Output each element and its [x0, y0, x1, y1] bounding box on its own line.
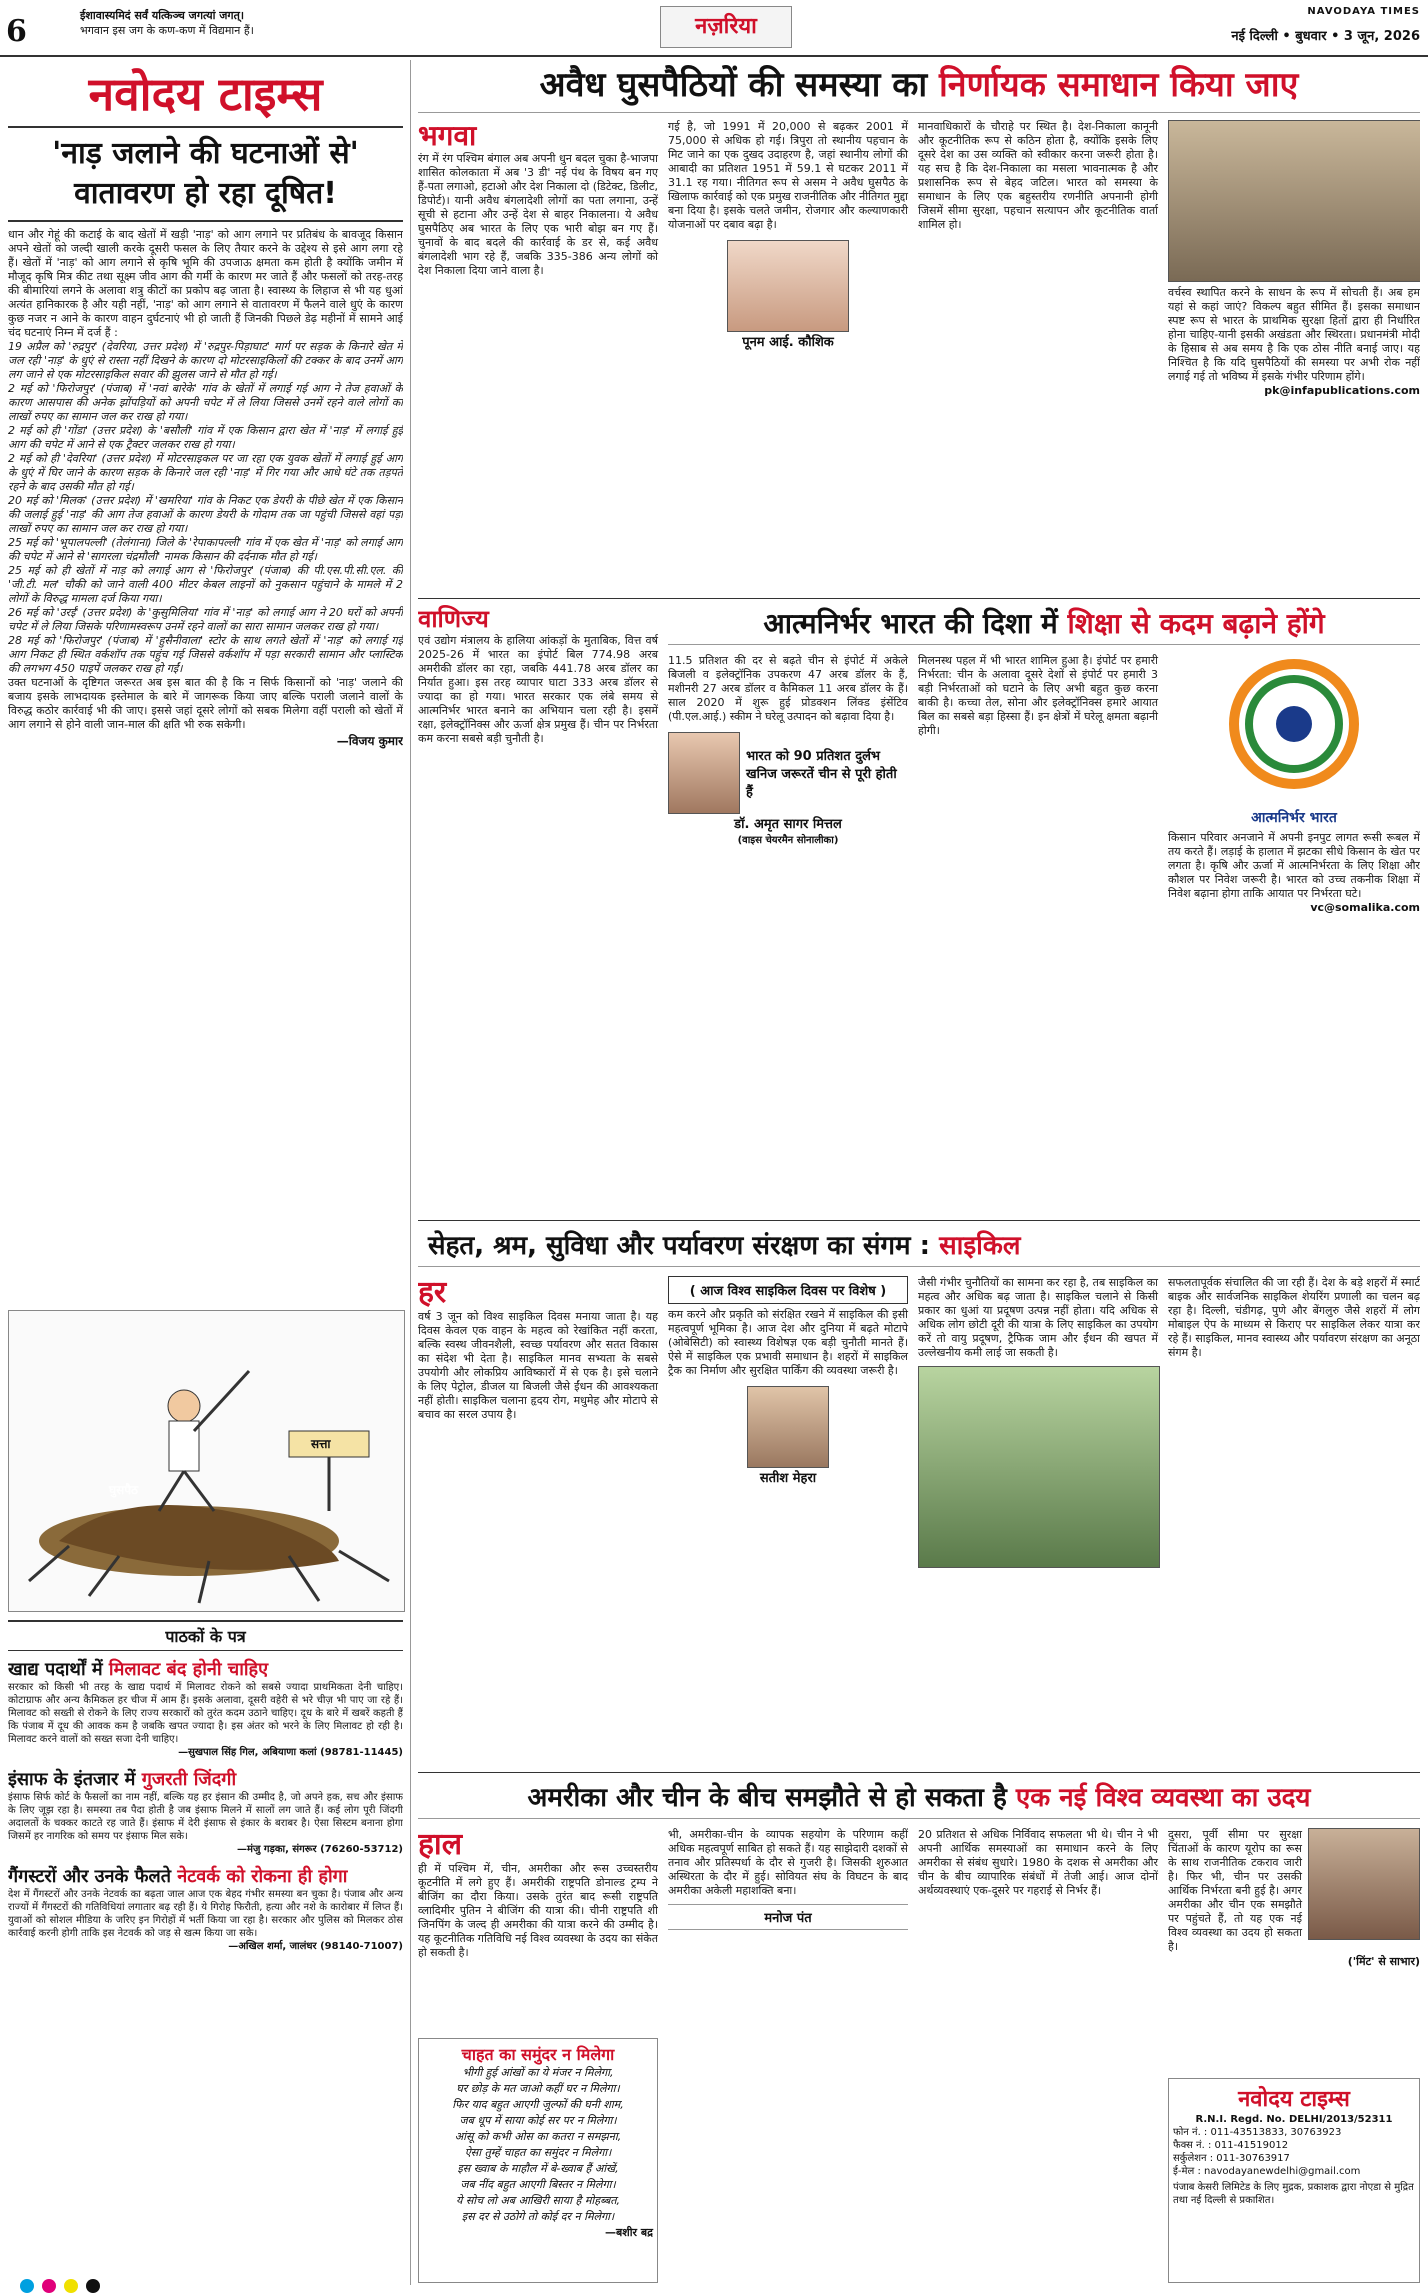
article4-title-b: एक नई विश्व व्यवस्था का उदय [1015, 1783, 1311, 1813]
poem-line: ये सोच लो अब आखिरी साया है मोहब्बत, [455, 2194, 621, 2207]
article3-text1: वर्ष 3 जून को विश्व साइकिल दिवस मनाया जाता है। यह दिवस केवल एक वाहन के महत्व को रेखांकित नहीं करता, बल्कि स्वस्थ जीवनशैली, स्वच्छ पर्यावरण और सतत विकास का संदेश भी देता है। साइकिल मानव सभ्यता के सबसे उपयोगी और लोकप्रिय आविष्कारों में से एक है। इसे चलाने के लिए पेट्रोल, डीजल या बिजली जैसे ईंधन की आवश्यकता नहीं होती। साइकिल चलाना हृदय रोग, मधुमेह और मोटापे से बचाव का सरल उपाय है। [418, 1310, 658, 1421]
editorial-title: 'नाड़ जलाने की घटनाओं से' वातावरण हो रहा दूषित! [8, 134, 403, 222]
article1-headline [418, 62, 1420, 113]
letter3-title [8, 1864, 403, 1888]
imprint-reg: R.N.I. Regd. No. DELHI/2013/52311 [1195, 2114, 1393, 2125]
section-band [660, 6, 792, 48]
poem-line: फिर याद बहुत आएगी जुल्फों की घनी शाम, [452, 2098, 624, 2111]
editorial-item: 26 मई को 'उरई' (उत्तर प्रदेश) के 'कुसुमिलिया' गांव में 'नाड़' को लगाई आग ने 20 घरों को अपनी चपेट में ले लिया जिसके परिणामस्वरूप उनमें रहने वालों का सारा सामान जलकर राख हो गया। [8, 606, 403, 633]
editorial-item: 25 मई को 'भूपालपल्ली' (तेलंगाना) जिले के 'रेपाकापल्ली' गांव में एक खेत में 'नाड़' को लगाई आग की चपेट में आने से 'सागरला चंद्रमौली' नामक किसान की दर्दनाक मौत हो गई। [8, 536, 403, 563]
cartoon-label-ghusapaith: घुसपैठ [109, 1483, 138, 1497]
article2-headline [668, 604, 1420, 645]
imprint-email: ई-मेल : navodayanewdelhi@gmail.com [1173, 2166, 1361, 2177]
article4-author: मनोज पंत [668, 1904, 908, 1930]
editorial-logo: नवोदय टाइम्स [8, 62, 403, 128]
article4-dropcap: हाल [418, 1828, 463, 1862]
article1-text2: गई है, जो 1991 में 20,000 से बढ़कर 2001 में 75,000 से अधिक हो गई। त्रिपुरा तो स्थानीय पहचान के मिट जाने का एक दुखद उदाहरण है, जहां स्थानीय लोगों की आबादी का प्रतिशत 1951 में 59.1 से घटकर 2011 में 31.1 रह गया। नीतिगत रूप से असम ने अवैध घुसपैठ के खिलाफ कार्रवाई को एक प्रमुख राजनीतिक और नीतिगत मुद्दा बना दिया है। इसके चलते जमीन, रोजगार और कल्याणकारी योजनाओं पर दबाव बढ़ा है। [668, 120, 908, 231]
quote-line-2: भगवान इस जग के कण-कण में विद्यमान हैं। [80, 24, 254, 37]
cartoon-label-satta: सत्ता [311, 1437, 331, 1451]
article1-title-b: निर्णायक समाधान किया जाए [938, 65, 1299, 105]
editorial-item: 25 मई को ही खेतों में नाड़ को लगाई आग से 'फिरोजपुर' (पंजाब) की पी.एस.पी.सी.एल. की 'जी.टी. मल' चौकी को जाने वाली 400 मीटर केबल लाइनों को नुकसान पहुंचाने के मामले में 2 लोगों के विरुद्ध मामला दर्ज किया गया। [8, 564, 403, 605]
article2-email: vc@somalika.com [1310, 901, 1420, 914]
article-atmanirbhar [418, 604, 1420, 1214]
article2-author-box [668, 732, 908, 814]
article3-author: सतीश मेहरा [759, 1471, 817, 1486]
imprint-fax: फैक्स नं. : 011-41519012 [1173, 2140, 1289, 2151]
article2-dropcap: वाणिज्य [418, 605, 489, 633]
letters-heading: पाठकों के पत्र [8, 1620, 403, 1651]
letter3-author: —अखिल शर्मा, जालंधर (98140-71007) [228, 1941, 403, 1952]
article-us-china [418, 1778, 1420, 2288]
poem-box [418, 2038, 658, 2283]
column-divider [410, 60, 411, 2285]
editorial-item: 2 मई को ही 'देवरिया' (उत्तर प्रदेश) में मोटरसाइकल पर जा रहा एक युवक खेतों में लगाई हुई आग के धुएं में घिर जाने के कारण सड़क के किनारे जल रही 'नाड़' में गिर गया और आधे घंटे तक तड़पते रहने के बाद उसकी मौत हो गई। [8, 452, 403, 493]
migrants-photo [1168, 120, 1420, 282]
header-quote [80, 8, 400, 38]
editorial-item: 19 अप्रैल को 'रुद्रपुर' (देवरिया, उत्तर प्रदेश) में 'रुद्रपुर-पिड़ाघाट' मार्ग पर सड़क के किनारे खेत में जल रही 'नाड़' के धुएं से रास्ता नहीं दिखने के कारण दो मोटरसाइकिलों की टक्कर के बाद उनमें आग लग जाने से एक मोटरसाइकिल सवार की झुलस जाने से मौत हो गई। [8, 340, 403, 381]
article2-text2: 11.5 प्रतिशत की दर से बढ़ते चीन से इंपोर्ट में अकेले बिजली व इलेक्ट्रॉनिक उपकरण 47 अरब डॉलर के हैं, मशीनरी 27 अरब डॉलर व कैमिकल 11 अरब डॉलर के हैं। साल 2020 में शुरू हुई प्रोडक्शन लिंक्ड इंसेंटिव (पी.एल.आई.) स्कीम ने घरेलू उत्पादन को बढ़ावा दिया है। [668, 654, 908, 723]
article1-text3: मानवाधिकारों के चौराहे पर स्थित है। देश-निकाला कानूनी और कूटनीतिक रूप से कठिन होता है, क्योंकि इसके लिए दूसरे देश का उस व्यक्ति को स्वीकार करना जरूरी होता है। यह सच है कि देश-निकाला का मसला भावनात्मक है और प्रशासनिक रूप से बेहद जटिल। भारत को समस्या के समाधान के लिए एक बहुस्तरीय रणनीति अपनानी होगी जिसमें सीमा सुरक्षा, पहचान सत्यापन और कूटनीतिक वार्ता शामिल हो। [918, 120, 1158, 231]
article-ghuspaith [418, 62, 1420, 592]
imprint-box [1168, 2078, 1420, 2283]
article2-col1 [418, 604, 658, 746]
article3-col3 [918, 1276, 1158, 1568]
poem-line: जब नींद बहुत आएगी बिस्तर न मिलेगा। [460, 2178, 616, 2191]
author-photo-mehra [747, 1386, 829, 1468]
poem-lines [423, 2065, 653, 2225]
cartoon-drawing [9, 1311, 402, 1609]
letter3-text: देश में गैंगस्टरों और उनके नेटवर्क का बढ़ता जाल आज एक बेहद गंभीर समस्या बन चुका है। पंजाब और अन्य राज्यों में गैंगस्टरों की गतिविधियां लगातार बढ़ रही हैं। ये गिरोह फिरौती, हत्या और नशे के कारोबार में लिप्त हैं। युवाओं को सोशल मीडिया के जरिए इन गिरोहों में भर्ती किया जा रहा है। सरकार और पुलिस को मिलकर ठोस कार्रवाई करनी होगी ताकि इस नेटवर्क को जड़ से खत्म किया जा सके। [8, 1889, 403, 1939]
letter1-title-b: मिलावट बंद होनी चाहिए [108, 1659, 269, 1680]
article3-col2 [668, 1276, 908, 1486]
article1-col2 [668, 120, 908, 350]
divider-1 [418, 598, 1420, 599]
article4-text2: भी, अमरीका-चीन के व्यापक सहयोग के परिणाम कहीं अधिक महत्वपूर्ण साबित हो सकते हैं। यह साझेदारी दशकों से तनाव और प्रतिस्पर्धा के दौर से गुजरी है। जिसकी शुरुआत अस्थिरता के दौर में हुई। सोवियत संघ के विघटन के बाद अमरीका अकेली महाशक्ति बना। [668, 1828, 908, 1897]
imprint-phone: फोन नं. : 011-43513833, 30763923 [1173, 2127, 1342, 2138]
article4-source: ('मिंट' से साभार) [1347, 1955, 1420, 1968]
article1-text1: रंग में रंग पश्चिम बंगाल अब अपनी धुन बदल चुका है-भाजपा शासित कोलकाता में अब '3 डी' नई पंथ के विषय बन गए हैं-पता लगाओ, हटाओ और देश निकाला दो (डिटेक्ट, डिलीट, डिपोर्ट)। यानी अवैध बंगलादेशी लोगों का पता लगाना, उन्हें सूची से हटाना और उन्हें देश से बाहर निकालना। ये अवैध घुसपैठिए अब भारत के लिए एक भारी बोझ बन गए हैं। चुनावों के बाद बदले की कार्रवाई के डर से, कई अवैध बंगलादेशी भाग रहे हैं, जबकि 335-386 अन्य लोगों को देश निकाला दिया जाने वाला है। [418, 152, 658, 277]
letter2-title-a: इंसाफ के इंतजार में [8, 1769, 142, 1790]
page-number: 6 [6, 14, 27, 49]
editorial-item: 2 मई को ही 'गोंडा' (उत्तर प्रदेश) के 'बसौली' गांव में एक किसान द्वारा खेत में 'नाड़' में लगाई हुई आग की चपेट में आने से एक ट्रैक्टर जलकर राख हो गया। [8, 424, 403, 451]
poem-line: इस दर से उठोगे तो कोई दर न मिलेगा। [461, 2210, 615, 2223]
editorial-item: 28 मई को 'फिरोजपुर' (पंजाब) में 'हुसैनीवाला' स्टोर के साथ लगते खेतों में 'नाड़' को लगाई गई आग निकट ही स्थित वर्कशॉप तक पहुंच गई जिससे वर्कशॉप में पड़ा सरकारी सामान और प्लास्टिक की लगभग 450 पाइपें जलकर राख हो गईं। [8, 634, 403, 675]
editorial-column [8, 62, 403, 1302]
letter3-title-a: गैंगस्टरों और उनके फैलते [8, 1866, 178, 1887]
article4-col3 [918, 1828, 1158, 1898]
article3-title-b: साइकिल [939, 1231, 1021, 1261]
article3-text2: कम करने और प्रकृति को संरक्षित रखने में साइकिल की इसी महत्वपूर्ण भूमिका है। आज देश और दुनिया में बढ़ते मोटापे (ओबेसिटी) को स्वास्थ्य विशेषज्ञ एक बड़ी चुनौती मानते हैं। ऐसे में साइकिल एक प्रभावी समाधान है। शहरों में साइकिल ट्रैक का निर्माण और सुरक्षित पार्किंग की व्यवस्था जरूरी है। [668, 1308, 908, 1377]
author-photo-poonam [727, 240, 849, 332]
article2-pullquote: भारत को 90 प्रतिशत दुर्लभ खनिज जरूरतें चीन से पूरी होती हैं [746, 749, 897, 800]
article3-text4: सफलतापूर्वक संचालित की जा रही हैं। देश के बड़े शहरों में स्मार्ट बाइक और सार्वजनिक साइकिल शेयरिंग प्रणाली का चलन बढ़ रहा है। दिल्ली, चंडीगढ़, पुणे और बेंगलुरु जैसे शहरों में लोग मोबाइल ऐप के माध्यम से किराए पर साइकिल लेकर यात्रा कर रहे हैं। साइकिल, मानव स्वास्थ्य और पर्यावरण संरक्षण का अनूठा संगम है। [1168, 1276, 1420, 1359]
article4-headline [418, 1778, 1420, 1819]
editorial-closing: उक्त घटनाओं के दृष्टिगत जरूरत अब इस बात की है कि न सिर्फ किसानों को 'नाड़' जलाने की बजाय इसके लाभदायक इस्तेमाल के बारे में जागरूक किया जाए बल्कि पराली जलाने वालों के विरुद्ध कठोर कार्रवाई भी की जाए। इससे जहां दूसरे लोगों को सबक मिलेगा वहीं पराली को खेतों में आग लगाने से होने वाली जान-माल की क्षति भी रुक सकेगी। [8, 676, 403, 731]
atmanirbhar-logo [1168, 654, 1420, 808]
editorial-author: —विजय कुमार [336, 734, 403, 748]
poem-line: इस ख्वाब के माहौल में बे-ख्वाब हैं आंखें, [457, 2162, 619, 2175]
letter1-title [8, 1657, 403, 1681]
poem-line: घर छोड़ के मत जाओ कहीं घर न मिलेगा। [456, 2082, 620, 2095]
article2-author-role: (वाइस चेयरमैन सोनालीका) [737, 835, 839, 846]
article-cycle [418, 1226, 1420, 1766]
divider-2 [418, 1220, 1420, 1221]
article3-title-a: सेहत, श्रम, सुविधा और पर्यावरण संरक्षण का संगम : [428, 1231, 940, 1261]
article4-text4: दुसरा, पूर्वी सीमा पर सुरक्षा चिंताओं के कारण यूरोप का रूस के साथ राजनीतिक टकराव जारी है। फिर भी, चीन पर उसकी आर्थिक निर्भरता बनी हुई है। अगर अमरीका और चीन एक समझौते पर पहुंचते हैं, तो यह एक नई विश्व व्यवस्था का उदय हो सकता है। [1168, 1828, 1302, 1953]
page-header [0, 0, 1428, 57]
magenta-dot [42, 2279, 56, 2293]
article2-title-b: शिक्षा से कदम बढ़ाने होंगे [1067, 607, 1325, 640]
article2-text4: किसान परिवार अनजाने में अपनी इनपुट लागत रूसी रूबल में तय करते हैं। लड़ाई के हालात में झटका सीधे किसान के खेत पर लगता है। कृषि और ऊर्जा में आत्मनिर्भरता के लिए शिक्षा और कौशल पर निवेश जरूरी है। भारत को उच्च तकनीक शिक्षा में निवेश बढ़ाना होगा ताकि आयात पर निर्भरता घटे। [1168, 831, 1420, 900]
article2-author: डॉ. अमृत सागर मित्तल [734, 817, 842, 832]
article4-title-a: अमरीका और चीन के बीच समझौते से हो सकता है [527, 1783, 1016, 1813]
article3-dropcap: हर [418, 1275, 447, 1310]
black-dot [86, 2279, 100, 2293]
article2-text3: मिलनस्थ पहल में भी भारत शामिल हुआ है। इंपोर्ट पर हमारी निर्भरता: चीन के अलावा दूसरे देशों से इंपोर्ट पर हमारी 3 बड़ी निर्भरताओं को घटाने के लिए अभी बहुत कुछ करना बाकी है। कच्चा तेल, सोना और इलेक्ट्रॉनिक्स हमारे आयात बिल का सबसे बड़ा हिस्सा हैं। इन क्षेत्रों में घरेलू क्षमता बढ़ानी होगी। [918, 654, 1158, 737]
divider-3 [418, 1772, 1420, 1773]
letter1-title-a: खाद्य पदार्थों में [8, 1659, 109, 1680]
yellow-dot [64, 2279, 78, 2293]
leaders-photo [1308, 1828, 1420, 1940]
article1-title-a: अवैध घुसपैठियों की समस्या का [539, 65, 939, 105]
article3-headline [418, 1226, 1420, 1267]
poem-line: जब धूप में साया कोई सर पर न मिलेगा। [459, 2114, 617, 2127]
atmanirbhar-caption: आत्मनिर्भर भारत [1251, 810, 1337, 826]
cartoon [8, 1310, 405, 1612]
article4-text1: ही में पश्चिम में, चीन, अमरीका और रूस उच्चस्तरीय कूटनीति में लगे हुए हैं। अमरीकी राष्ट्रपति डोनाल्ड ट्रम्प ने बीजिंग का दौरा किया। उसके तुरंत बाद रूसी राष्ट्रपति व्लादिमीर पुतिन ने बीजिंग की यात्रा की। चीनी राष्ट्रपति शी जिनपिंग के जल्द ही अमरीका की यात्रा करने की उम्मीद है। यह कूटनीतिक गतिविधि नई विश्व व्यवस्था के उदय का संकेत हो सकती है। [418, 1862, 658, 1959]
article2-col2 [668, 654, 908, 846]
letter1-text: सरकार को किसी भी तरह के खाद्य पदार्थ में मिलावट रोकने को सबसे ज्यादा प्राथमिकता देनी चाहिए। कोटाग्राफ और अन्य कैमिकल हर चीज में आम हैं। इसके अलावा, दूसरी वहेरी से भरे चीज़ भी पाए जा रहे हैं। मिलावट को सख्ती से रोकने के लिए राज्य सरकारों को तुरंत कदम उठाने चाहिए। दूध के बारे में खबरें कहती हैं कि पंजाब में दूध की आवक कम है जबकि खपत ज्यादा है। इस अंतर को भरने के लिए मिलावट हो रही है। मिलावट करने वालों को सख्त सजा देनी चाहिए। [8, 1682, 403, 1745]
registration-dots [20, 2278, 103, 2295]
editorial-list [8, 340, 403, 676]
article4-col4 [1168, 1828, 1420, 2068]
letter2-text: इंसाफ सिर्फ कोर्ट के फैसलों का नाम नहीं, बल्कि यह हर इंसान की उम्मीद है, जो अपने हक, सच और इंसाफ के लिए जूझ रहा है। समस्या तब पैदा होती है जब इंसाफ मिलने में सालों लग जाते हैं। कई लोग पूरी जिंदगी अदालतों के चक्कर काटते रह जाते हैं। इंसाफ में देरी इंसाफ से इंकार के बराबर है। ऐसा सिस्टम बनाना होगा जिसमें हर नागरिक को समय पर इंसाफ मिल सके। [8, 1792, 403, 1842]
chakra-logo-icon [1214, 654, 1374, 804]
letter2-title-b: गुजरती जिंदगी [141, 1769, 237, 1790]
brand-label: NAVODAYA TIMES [1307, 6, 1420, 17]
cyclists-photo [918, 1366, 1160, 1568]
article4-col2 [668, 1828, 908, 1930]
section-title: नज़रिया [695, 14, 757, 39]
article1-author: पूनम आई. कौशिक [742, 335, 834, 350]
poem-line: भीगी हुई आंखों का ये मंजर न मिलेगा, [462, 2066, 614, 2079]
poem-line: आंसू को कभी ओस का कतरा न समझना, [454, 2130, 622, 2143]
editorial-intro: धान और गेहूं की कटाई के बाद खेतों में खड़ी 'नाड़' को आग लगाने पर प्रतिबंध के बावजूद किसान अपने खेतों को जल्दी खाली करके दूसरी फसल के लिए तैयार करने के उद्देश्य से इसे आग लगा रहे हैं। खेतों में 'नाड़' को आग लगाने से कृषि भूमि की उपजाऊ क्षमता कम होती है क्योंकि जमीन में मौजूद कृषि मित्र कीट तथा सूक्ष्म जीव आग की गर्मी के कारण मर जाते हैं और फसलों को तरह-तरह की बीमारियां लगने के अलावा शत्रु कीटों का प्रकोप बढ़ जाता है। स्वास्थ्य के लिहाज से भी यह धुआं अत्यंत हानिकारक है और यही नहीं, 'नाड़' को आग लगाने से वातावरण में फैलने वाले धुएं के कारण कुछ नजर न आने के कारण वाहन दुर्घटनाएं भी हो जाती हैं जिनकी पिछले डेढ़ महीनों में सामने आई चंद घटनाएं निम्न में दर्ज हैं : [8, 228, 403, 339]
poem-title: चाहत का समुंदर न मिलेगा [461, 2045, 615, 2064]
article4-text3: 20 प्रतिशत से अधिक निर्विवाद सफलता भी थे। चीन ने भी अपनी आर्थिक समस्याओं का समाधान करने के लिए अमरीका से संबंध सुधारे। 1980 के दशक से अमरीका और चीन के बीच व्यापारिक संबंधों में तेजी आई। आज दोनों अर्थव्यवस्थाएं एक-दूसरे पर गहराई से निर्भर हैं। [918, 1828, 1158, 1897]
article2-title-a: आत्मनिर्भर भारत की दिशा में [763, 607, 1068, 640]
article3-col1 [418, 1276, 658, 1422]
article4-col1 [418, 1828, 658, 2028]
letter3-title-b: नेटवर्क को रोकना ही होगा [177, 1866, 348, 1887]
article1-dropcap: भगवा [418, 119, 477, 152]
letter2-author: —मंजु गड़का, संगरूर (76260-53712) [236, 1844, 403, 1855]
edition-line: नई दिल्ली • बुधवार • 3 जून, 2026 [1231, 29, 1420, 44]
editorial-item: 20 मई को 'मिलक' (उत्तर प्रदेश) में 'खमरिया' गांव के निकट एक डेयरी के पीछे खेत में एक किसान की जलाई हुई 'नाड़' की आग तेज हवाओं के कारण डेयरी के गोदाम तक जा पहुंची जिससे वहां पड़ा लाखों रुपए का सामान जल कर राख हो गया। [8, 494, 403, 535]
article1-email: pk@infapublications.com [1264, 384, 1420, 397]
quote-line-1: ईशावास्यमिदं सर्वं यत्किञ्च जगत्यां जगत्। [80, 9, 245, 22]
article2-col3 [918, 654, 1158, 738]
imprint-circulation: सर्कुलेशन : 011-30763917 [1173, 2153, 1290, 2164]
article1-col4 [1168, 120, 1420, 397]
imprint-logo: नवोदय टाइम्स [1238, 2087, 1350, 2112]
article1-col1 [418, 120, 658, 278]
article2-text1: एवं उद्योग मंत्रालय के हालिया आंकड़ों के मुताबिक, वित्त वर्ष 2025-26 में भारत का इंपोर्ट बिल 774.98 अरब अमरीकी डॉलर का रहा, जबकि 441.78 अरब डॉलर का निर्यात हुआ। इस तरह व्यापार घाटा 333 अरब डॉलर से ज्यादा का हो गया। भारत सरकार एक लंबे समय से आत्मनिर्भर भारत बनाने का अभियान चला रही है। इसमें रक्षा, इलेक्ट्रॉनिक्स और ऊर्जा क्षेत्र प्रमुख हैं। चीन पर निर्भरता कम करना सबसे बड़ी चुनौती है। [418, 634, 658, 745]
poem-author: —बशीर बद्र [604, 2226, 653, 2239]
cyan-dot [20, 2279, 34, 2293]
letter1-author: —सुखपाल सिंह गिल, अबियाणा कलां (98781-11445) [178, 1747, 403, 1758]
article3-text3: जैसी गंभीर चुनौतियों का सामना कर रहा है, तब साइकिल का महत्व और अधिक बढ़ जाता है। साइकिल चलाने से किसी प्रकार का धुआं या प्रदूषण उत्पन्न नहीं होता। यदि अधिक से अधिक लोग छोटी दूरी की यात्रा के लिए साइकिल का उपयोग करें तो वायु प्रदूषण, ट्रैफिक जाम और ईंधन की खपत में उल्लेखनीय कमी लाई जा सकती है। [918, 1276, 1158, 1359]
poem-line: ऐसा तुम्हें चाहत का समुंदर न मिलेगा। [464, 2146, 612, 2159]
article3-col4 [1168, 1276, 1420, 1360]
article3-subhead: ( आज विश्व साइकिल दिवस पर विशेष ) [668, 1276, 908, 1304]
letters-column [8, 1620, 403, 2288]
editorial-item: 2 मई को 'फिरोजपुर' (पंजाब) में 'नवां बारेके' गांव के खेतों में लगाई गई आग ने तेज हवाओं के कारण आसपास की अनेक झोंपड़ियों को अपनी चपेट में ले लिया जिससे उनमें रहने वाले लोगों का लाखों रुपए का सामान जल कर राख हो गया। [8, 382, 403, 423]
article2-col4 [1168, 654, 1420, 914]
author-photo-mittal [668, 732, 740, 814]
imprint-note: पंजाब केसरी लिमिटेड के लिए मुद्रक, प्रकाशक द्वारा नोएडा से मुद्रित तथा नई दिल्ली से प्रकाशित। [1173, 2182, 1414, 2206]
letter2-title [8, 1767, 403, 1791]
article1-col3 [918, 120, 1158, 232]
article1-text4: वर्चस्व स्थापित करने के साधन के रूप में सोचती हैं। अब हम यहां से कहां जाएं? विकल्प बहुत सीमित हैं। इसका समाधान स्पष्ट रूप से भारत के प्राथमिक सुरक्षा हितों द्वारा ही निर्धारित होना चाहिए-यानी इसकी अखंडता और स्थिरता। प्रधानमंत्री मोदी के हिसाब से अब समय है कि एक ठोस नीति बनाई जाए। यह निश्चित है कि यदि घुसपैठियों की समस्या पर अभी रोक नहीं लगाई गई तो भविष्य में इसके गंभीर परिणाम होंगे। [1168, 286, 1420, 383]
